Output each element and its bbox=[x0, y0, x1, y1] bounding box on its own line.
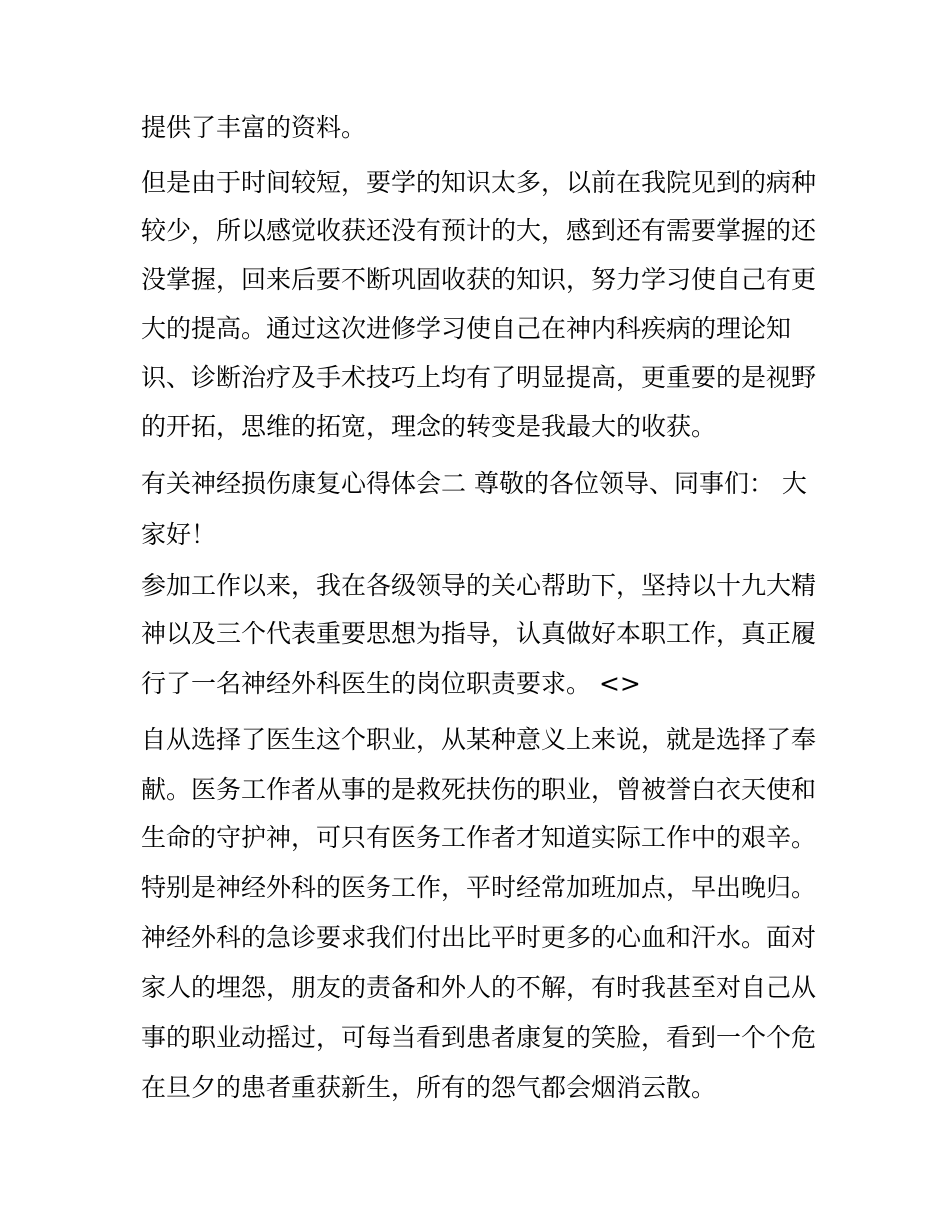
text-line: 自从选择了医生这个职业，从某种意义上来说，就是选择了奉 bbox=[141, 725, 817, 754]
text-line: 家人的埋怨，朋友的责备和外人的不解，有时我甚至对自己从 bbox=[141, 973, 817, 1002]
text-line: 识、诊断治疗及手术技巧上均有了明显提高，更重要的是视野 bbox=[141, 363, 817, 392]
text-line: 生命的守护神，可只有医务工作者才知道实际工作中的艰辛。 bbox=[141, 823, 817, 852]
text-line: 参加工作以来，我在各级领导的关心帮助下，坚持以十九大精 bbox=[141, 571, 817, 600]
text-line: 神经外科的急诊要求我们付出比平时更多的心血和汗水。面对 bbox=[141, 923, 817, 952]
text-line: 神以及三个代表重要思想为指导，认真做好本职工作，真正履 bbox=[141, 619, 817, 648]
text-line: 献。医务工作者从事的是救死扶伤的职业，曾被誉白衣天使和 bbox=[141, 775, 817, 804]
text-line: 提供了丰富的资料。 bbox=[141, 113, 367, 142]
text-line: 较少，所以感觉收获还没有预计的大，感到还有需要掌握的还 bbox=[141, 216, 817, 245]
text-line: 特别是神经外科的医务工作，平时经常加班加点，早出晚归。 bbox=[141, 873, 817, 902]
text-line: 的开拓，思维的拓宽，理念的转变是我最大的收获。 bbox=[141, 412, 717, 441]
text-line: 事的职业动摇过，可每当看到患者康复的笑脸，看到一个个危 bbox=[141, 1023, 817, 1052]
text-line: 但是由于时间较短，要学的知识太多，以前在我院见到的病种 bbox=[141, 168, 817, 197]
text-line: 家好！ bbox=[141, 520, 217, 549]
text-line: 在旦夕的患者重获新生，所有的怨气都会烟消云散。 bbox=[141, 1073, 717, 1102]
text-line: 有关神经损伤康复心得体会二 尊敬的各位领导、同事们： 大 bbox=[141, 469, 807, 498]
text-line: 大的提高。通过这次进修学习使自己在神内科疾病的理论知 bbox=[141, 314, 792, 343]
text-line: 行了一名神经外科医生的岗位职责要求。 <> bbox=[141, 669, 641, 698]
text-line: 没掌握，回来后要不断巩固收获的知识，努力学习使自己有更 bbox=[141, 265, 817, 294]
